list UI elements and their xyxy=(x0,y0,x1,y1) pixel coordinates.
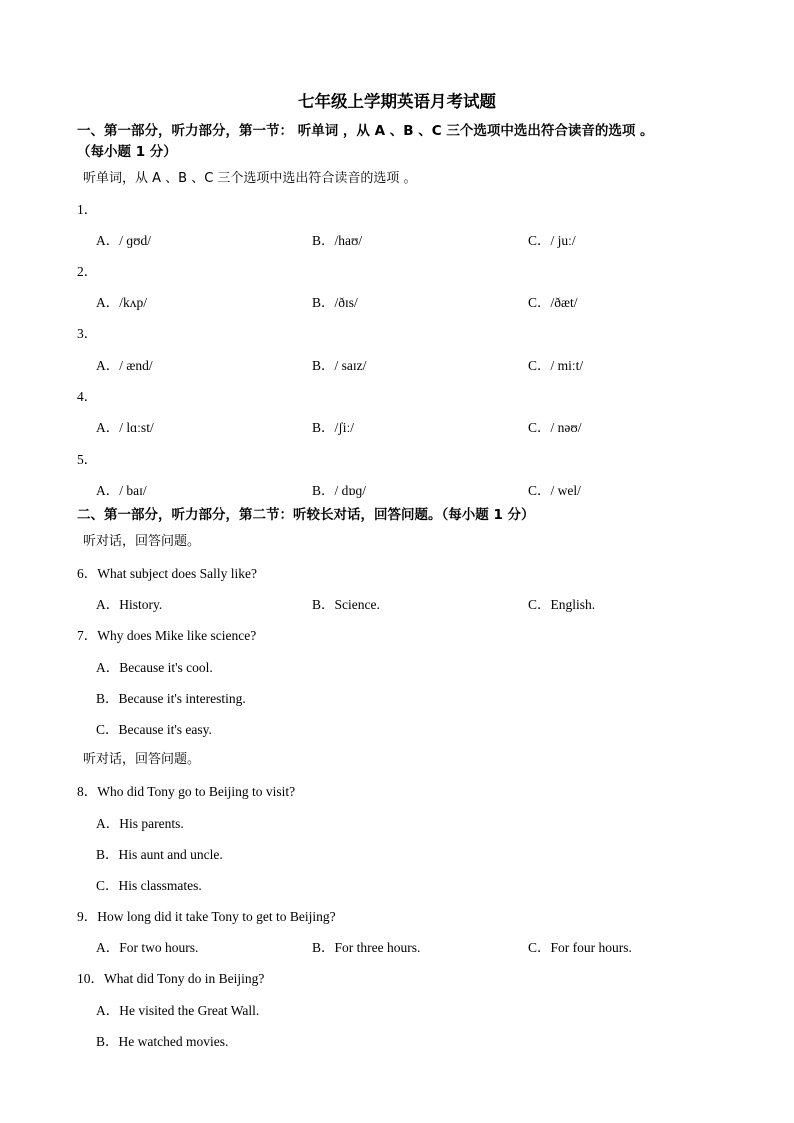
option-3a: A．/ ænd/ xyxy=(96,358,153,373)
option-3c: C．/ miːt/ xyxy=(528,358,584,373)
question-7: 7．Why does Mike like science? xyxy=(77,628,257,643)
option-9b: B．For three hours. xyxy=(312,940,421,955)
option-2b: B．/ðɪs/ xyxy=(312,295,358,310)
question-number-5: 5． xyxy=(77,452,98,467)
option-2c: C．/ðæt/ xyxy=(528,295,578,310)
question-6: 6．What subject does Sally like? xyxy=(77,566,257,581)
question-8: 8．Who did Tony go to Beijing to visit? xyxy=(77,784,296,799)
option-10b: B．He watched movies. xyxy=(96,1034,229,1049)
option-1b: B．/haʊ/ xyxy=(312,233,363,248)
option-6b: B．Science. xyxy=(312,597,380,612)
option-10a: A．He visited the Great Wall. xyxy=(96,1003,260,1018)
option-8b: B．His aunt and uncle. xyxy=(96,847,223,862)
option-6c: C．English. xyxy=(528,597,596,612)
section2-instruction-2: 听对话，回答问题。 xyxy=(83,752,201,767)
option-4b: B．/ʃiː/ xyxy=(312,420,355,435)
option-1a: A．/ ɡʊd/ xyxy=(96,233,152,248)
question-number-1: 1． xyxy=(77,202,98,217)
section1-instruction: 听单词，从 A 、B 、C 三个选项中选出符合读音的选项 。 xyxy=(83,171,417,186)
option-5b: B．/ dɒɡ/ xyxy=(312,483,366,498)
section2-instruction-1: 听对话，回答问题。 xyxy=(83,534,201,549)
option-5c: C．/ wel/ xyxy=(528,483,581,498)
question-number-2: 2． xyxy=(77,264,98,279)
option-4c: C．/ nəʊ/ xyxy=(528,420,582,435)
question-9: 9．How long did it take Tony to get to Beijing? xyxy=(77,909,336,924)
page-title: 七年级上学期英语月考试题 xyxy=(298,92,496,111)
option-8c: C．His classmates. xyxy=(96,878,202,893)
option-7b: B．Because it's interesting. xyxy=(96,691,246,706)
section1-heading: 一、第一部分，听力部分，第一节： 听单词 ，从 A 、B 、C 三个选项中选出符合读音的选项 。 xyxy=(77,123,654,139)
option-7c: C．Because it's easy. xyxy=(96,722,212,737)
option-7a: A．Because it's cool. xyxy=(96,660,213,675)
option-9a: A．For two hours. xyxy=(96,940,199,955)
question-number-4: 4． xyxy=(77,389,98,404)
option-2a: A．/kʌp/ xyxy=(96,295,148,310)
option-6a: A．History. xyxy=(96,597,163,612)
section2-heading: 二、第一部分，听力部分，第二节：听较长对话，回答问题。（每小题 1 分） xyxy=(77,507,535,523)
question-10: 10．What did Tony do in Beijing? xyxy=(77,971,265,986)
question-number-3: 3． xyxy=(77,326,98,341)
option-8a: A．His parents. xyxy=(96,816,184,831)
option-1c: C．/ juː/ xyxy=(528,233,576,248)
section1-points-note: （每小题 1 分） xyxy=(77,144,177,160)
option-4a: A．/ lɑːst/ xyxy=(96,420,154,435)
option-3b: B．/ saɪz/ xyxy=(312,358,367,373)
option-9c: C．For four hours. xyxy=(528,940,632,955)
option-5a: A．/ baɪ/ xyxy=(96,483,147,498)
